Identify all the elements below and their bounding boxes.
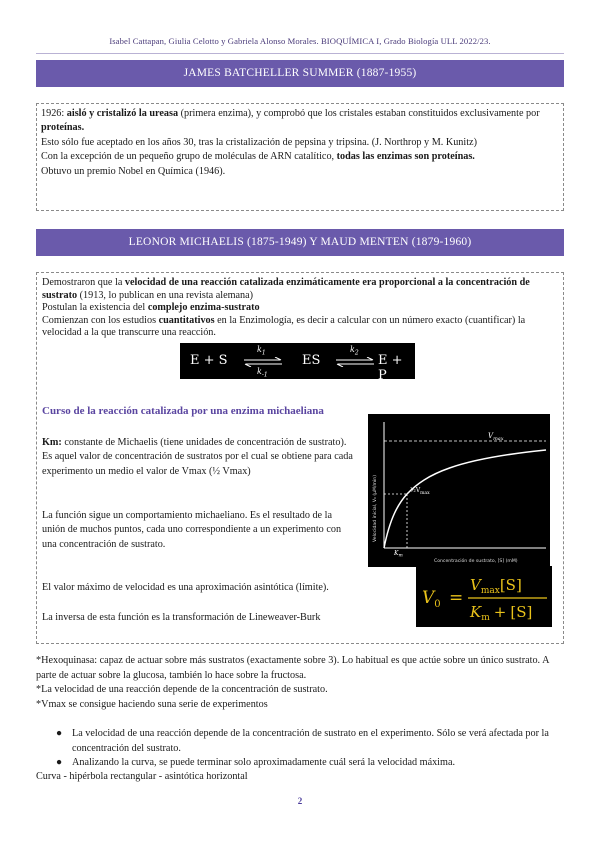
list-item: ● Analizando la curva, se puede terminar solo aproximadamente cuál será la velocidad máxima. [36,756,564,771]
mm-paragraph-2: Postulan la existencia del complejo enzima-sustrato [42,302,260,314]
subsection-title: Curso de la reacción catalizada por una enzima michaeliana [42,405,324,417]
max-velocity-note: El valor máximo de velocidad es una aproximación asintótica (límite). [42,582,329,593]
reaction-products: E + P [378,353,403,383]
half-vmax-label: $\frac{1}{2}V_{max}$ [410,487,430,496]
velocity-curve [384,450,546,548]
page-number: 2 [297,796,303,806]
y-axis-label: Velocidad inicial, V₀ (μM/min) [373,474,378,542]
km-axis-label: $K_m$ [394,550,403,559]
note-velocity: *La velocidad de una reacción depende de la concentración de sustrato. [36,684,328,696]
vmax-label: $V_{max}$ [488,432,504,442]
lineweaver-burk-note: La inversa de esta función es la transformación de Lineweaver-Burk [42,612,321,623]
michaelis-menten-graph [368,414,550,567]
michaelis-menten-equation [416,566,552,627]
reaction-reactants: E + S [190,353,228,368]
reaction-complex: ES [302,353,321,368]
k-minus1-label: $k_{-1}$ [257,367,268,379]
equals-sign: = [449,588,464,608]
note-vmax: *Vmax se consigue haciendo suna serie de experimentos [36,698,268,710]
x-axis-label: Concentración de sustrato, [S] (mM) [434,559,518,564]
summer-paragraph-2: Esto sólo fue aceptado en los años 30, tras la cristalización de pepsina y tripsina. (J. Northrop y M. Kunitz) [41,136,477,148]
document-header: Isabel Cattapan, Giulia Celotto y Gabriela Alonso Morales. BIOQUÍMICA I, Grado Biología ULL 2022/23. [109,36,491,46]
section-banner-summer: JAMES BATCHELLER SUMMER (1887-1955) [36,60,564,87]
summer-paragraph-3: Con la excepción de un pequeño grupo de moléculas de ARN catalítico, todas las enzimas son proteínas. [41,151,475,163]
mm-paragraph-3: Comienzan con los estudios cuantitativos en la Enzimología, es decir a calcular con un número exacto (cuantificar) la velocidad a la que transcurre una reacción. [42,314,526,339]
notes-block [36,654,564,712]
mm-paragraph-1: Demostraron que la velocidad de una reacción catalizada enzimáticamente era proporcional a la concentración de sustrato (1913, lo publican en una revista alemana) [42,277,530,301]
equilibrium-arrows-2 [334,357,376,367]
v0-symbol: $V_0$ [422,588,441,610]
summer-info-box [36,103,564,211]
saturation-curve-plot [368,414,550,567]
function-description: La función sigue un comportamiento michaeliano. Es el resultado de la unión de muchos puntos, cada uno correspondiente a un experimento con una concentración de sustrato. [42,510,342,550]
enzyme-reaction-scheme [180,343,415,383]
list-item: ● La velocidad de una reacción depende de la concentración de sustrato en el experimento. Sólo se verá afectada por la concentración del sustrato. [56,728,549,754]
equilibrium-arrows-1 [242,357,284,367]
note-hexoquinasa: *Hexoquinasa: capaz de actuar sobre más sustratos (exactamente sobre 3). Lo habitual es que actúe sobre un único sustrato. A parte de actuar sobre la glucosa, también lo hace sobre la fructosa. [36,655,549,681]
summer-paragraph-4: Obtuvo un premio Nobel en Química (1946). [41,165,226,177]
header-divider [36,53,564,54]
bullet-icon: ● [56,728,63,739]
bullet-list [36,727,564,771]
km-definition: Km: constante de Michaelis (tiene unidades de concentración de sustrato). Es aquel valor de concentración de sustratos por el cual se obtiene para cada experimento un medio el valor de Vmax (½ Vmax) [42,437,353,477]
k1-label: $k_1$ [257,345,266,357]
summer-paragraph-1: 1926: aisló y cristalizó la ureasa (primera enzima), y comprobó que los cristales estaban constituidos exclusivamente por proteínas. [41,108,540,134]
section-banner-michaelis-menten: LEONOR MICHAELIS (1875-1949) Y MAUD MENTEN (1879-1960) [36,229,564,256]
michaelis-menten-box [36,272,564,644]
bullet-icon: ● [56,757,63,769]
numerator: $V_{max}[S]$ [470,576,522,596]
equation-render [416,566,552,627]
curve-summary: Curva - hipérbola rectangular - asintótica horizontal [36,771,248,782]
denominator: $K_m + [S]$ [470,603,533,623]
k2-label: $k_2$ [350,345,359,357]
